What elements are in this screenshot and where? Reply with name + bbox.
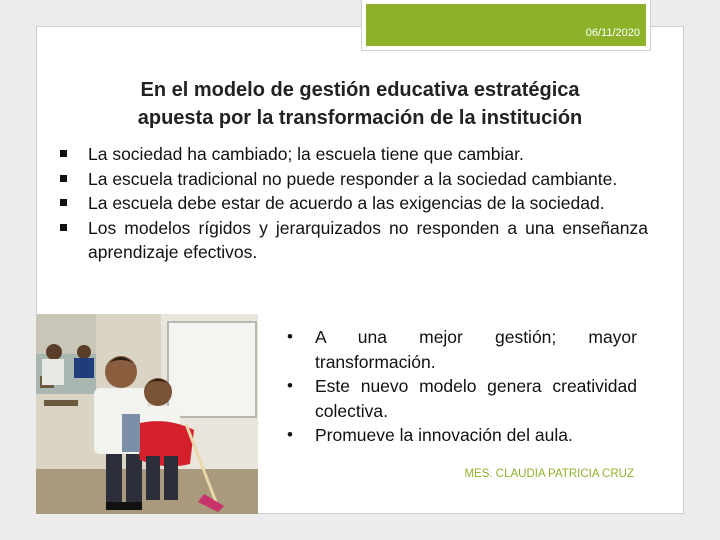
square-bullet-icon: [60, 175, 67, 182]
accent-header-bar: [362, 0, 650, 50]
square-bullet-icon: [60, 199, 67, 206]
classroom-photo: [36, 314, 258, 514]
main-bullet-list: [60, 142, 648, 265]
slide-date: 06/11/2020: [585, 27, 640, 39]
bullet-item: [60, 216, 648, 265]
bullet-item: [60, 167, 648, 192]
slide-title-line-1: En el modelo de gestión educativa estratégica: [140, 79, 580, 101]
bullet-text: A una mejor gestión; mayor transformación.: [315, 327, 637, 372]
slide-title-line-2: apuesta por la transformación de la institución: [137, 107, 583, 129]
bullet-text: Los modelos rígidos y jerarquizados no responden a una enseñanza aprendizaje efectivos.: [88, 217, 648, 262]
bullet-item: [285, 374, 637, 423]
slide-title: [60, 76, 660, 132]
bullet-text: La escuela tradicional no puede responder a la sociedad cambiante.: [88, 168, 618, 189]
square-bullet-icon: [60, 150, 67, 157]
round-bullet-icon: •: [287, 376, 293, 395]
bullet-item: [285, 325, 637, 374]
round-bullet-icon: •: [287, 327, 293, 346]
bullet-text: La sociedad ha cambiado; la escuela tiene que cambiar.: [88, 144, 524, 164]
secondary-bullet-list: [285, 325, 637, 448]
bullet-item: [285, 423, 637, 448]
author-credit: MES. CLAUDIA PATRICIA CRUZ: [464, 468, 634, 480]
square-bullet-icon: [60, 224, 67, 231]
bullet-item: [60, 191, 648, 216]
bullet-item: [60, 142, 648, 167]
bullet-text: Promueve la innovación del aula.: [315, 425, 573, 445]
round-bullet-icon: •: [287, 425, 293, 444]
bullet-text: La escuela debe estar de acuerdo a las exigencias de la sociedad.: [88, 193, 605, 213]
bullet-text: Este nuevo modelo genera creatividad colectiva.: [315, 376, 637, 421]
